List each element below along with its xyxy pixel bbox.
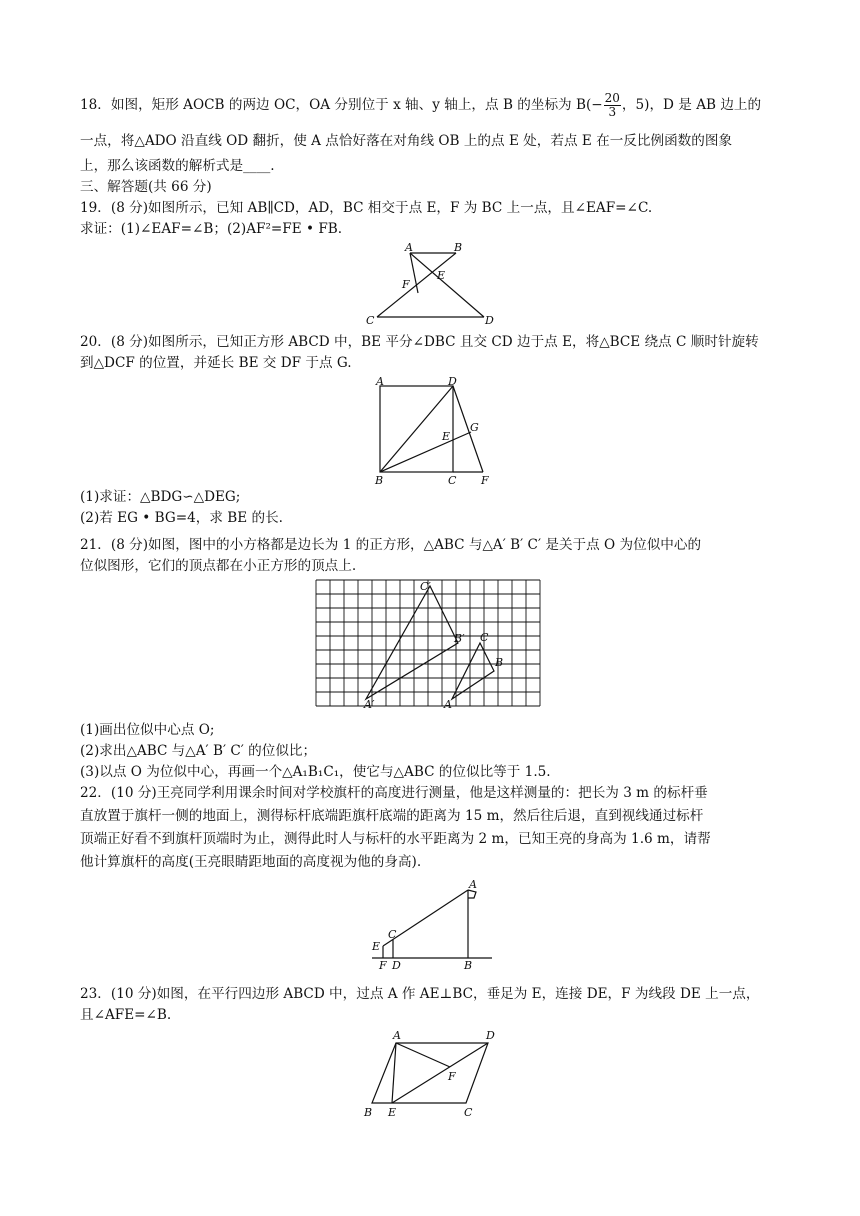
q20-label-A: A xyxy=(376,375,384,388)
q18-frac-den: 3 xyxy=(608,105,617,119)
q20-label-E: E xyxy=(442,430,451,443)
q19-label-C: C xyxy=(366,314,375,327)
q18-line2: 一点，将△ADO 沿直线 OD 翻折，使 A 点恰好落在对角线 OB 上的点 E 处，若点 E 在一反比例函数的图象 xyxy=(80,133,733,149)
q21-sub2: (2)求出△ABC 与△A′ B′ C′ 的位似比； xyxy=(80,743,317,759)
q20-line2: 到△DCF 的位置，并延长 BE 交 DF 于点 G. xyxy=(80,355,352,371)
q19-line1: 19．(8 分)如图所示，已知 AB∥CD，AD，BC 相交于点 E，F 为 BC 上一点，且∠EAF=∠C. xyxy=(80,200,653,216)
q19-label-D: D xyxy=(485,314,494,327)
q22-label-B: B xyxy=(464,959,473,972)
q23-parallelogram-ABCD xyxy=(372,1043,488,1103)
q19-label-E: E xyxy=(437,269,446,282)
q23-line2: 且∠AFE=∠B. xyxy=(80,1007,172,1023)
q22-label-C: C xyxy=(388,928,397,941)
q19-label-F: F xyxy=(402,278,410,291)
q20-segment-BG xyxy=(380,432,471,472)
q22-line2: 直放置于旗杆一侧的地面上，测得标杆底端距旗杆底端的距离为 15 m，然后往后退，直到视线通过标杆 xyxy=(80,808,704,824)
q21-line1: 21．(8 分)如图，图中的小方格都是边长为 1 的正方形，△ABC 与△A′ B′ C′ 是关于点 O 为位似中心的 xyxy=(80,537,702,553)
q20-sub1: (1)求证：△BDG∽△DEG; xyxy=(80,489,241,505)
q20-label-D: D xyxy=(448,375,457,388)
q18-frac-num: 20 xyxy=(604,91,620,105)
q22-line1: 22．(10 分)王亮同学利用课余时间对学校旗杆的高度进行测量，他是这样测量的：把长为 3 m 的标杆垂 xyxy=(80,785,708,801)
q18-fraction xyxy=(604,92,621,119)
q21-triangle-ABC xyxy=(452,643,494,699)
q23-label-A: A xyxy=(393,1029,401,1042)
section-3-heading: 三、解答题(共 66 分) xyxy=(80,179,212,195)
q21-sub1: (1)画出位似中心点 O; xyxy=(80,722,215,738)
q21-sub3: (3)以点 O 为位似中心，再画一个△A₁B₁C₁，使它与△ABC 的位似比等于 1.5. xyxy=(80,764,551,780)
q22-label-F: F xyxy=(379,959,387,972)
q19-label-B: B xyxy=(454,241,463,254)
q20-label-F: F xyxy=(481,474,489,487)
q23-label-B: B xyxy=(364,1106,373,1119)
q21-grid xyxy=(316,580,540,706)
q22-line4: 他计算旗杆的高度(王亮眼睛距地面的高度视为他的身高). xyxy=(80,854,422,870)
q19-line2: 求证：(1)∠EAF=∠B；(2)AF²=FE • FB. xyxy=(80,221,343,237)
q22-label-D: D xyxy=(392,959,401,972)
q21-label-C: C xyxy=(480,631,489,644)
q23-figure xyxy=(360,1028,510,1120)
q21-triangle-A1B1C1-prime xyxy=(366,586,458,699)
q19-figure xyxy=(360,240,500,326)
q20-label-C: C xyxy=(448,474,457,487)
q20-label-B: B xyxy=(375,474,384,487)
q21-label-B: B xyxy=(495,656,504,669)
q23-line1: 23．(10 分)如图，在平行四边形 ABCD 中，过点 A 作 AE⊥BC，垂足为 E，连接 DE，F 为线段 DE 上一点， xyxy=(80,986,760,1002)
q20-figure xyxy=(370,375,500,488)
q18-line3: 上，那么该函数的解析式是____. xyxy=(80,158,275,174)
q18-line1-post: ，5)，D 是 AB 边上的 xyxy=(621,97,762,113)
q21-grid-figure xyxy=(316,580,546,710)
q23-label-D: D xyxy=(486,1029,495,1042)
q20-segment-BD xyxy=(380,386,453,472)
q23-label-C: C xyxy=(464,1106,473,1119)
q23-segment-DE xyxy=(392,1043,488,1103)
q23-label-F: F xyxy=(448,1070,456,1083)
q22-flag xyxy=(468,890,476,898)
q21-label-A: A xyxy=(444,698,452,711)
q19-label-A: A xyxy=(405,241,413,254)
q21-label-B-prime: B′ xyxy=(454,632,465,645)
q23-label-E: E xyxy=(388,1106,397,1119)
q22-line3: 顶端正好看不到旗杆顶端时为止，测得此时人与标杆的水平距离为 2 m，已知王亮的身高为 1.6 m，请帮 xyxy=(80,831,711,847)
q22-label-A: A xyxy=(469,878,477,891)
q22-label-E: E xyxy=(372,940,381,953)
q18-line1-pre: 18．如图，矩形 AOCB 的两边 OC，OA 分别位于 x 轴、y 轴上，点 B 的坐标为 B(− xyxy=(80,97,603,113)
q19-segment-AD xyxy=(410,253,484,317)
q21-label-C-prime: C′ xyxy=(420,580,431,593)
q23-segment-AF xyxy=(396,1043,450,1067)
q20-label-G: G xyxy=(470,421,479,434)
q21-label-A-prime: A′ xyxy=(364,698,375,711)
q18-line1 xyxy=(80,92,761,119)
q21-line2: 位似图形，它们的顶点都在小正方形的顶点上. xyxy=(80,558,357,574)
q22-figure xyxy=(368,876,498,972)
q20-line1: 20．(8 分)如图所示，已知正方形 ABCD 中，BE 平分∠DBC 且交 CD 边于点 E，将△BCE 绕点 C 顺时针旋转 xyxy=(80,334,759,350)
q20-sub2: (2)若 EG • BG=4，求 BE 的长. xyxy=(80,510,284,526)
